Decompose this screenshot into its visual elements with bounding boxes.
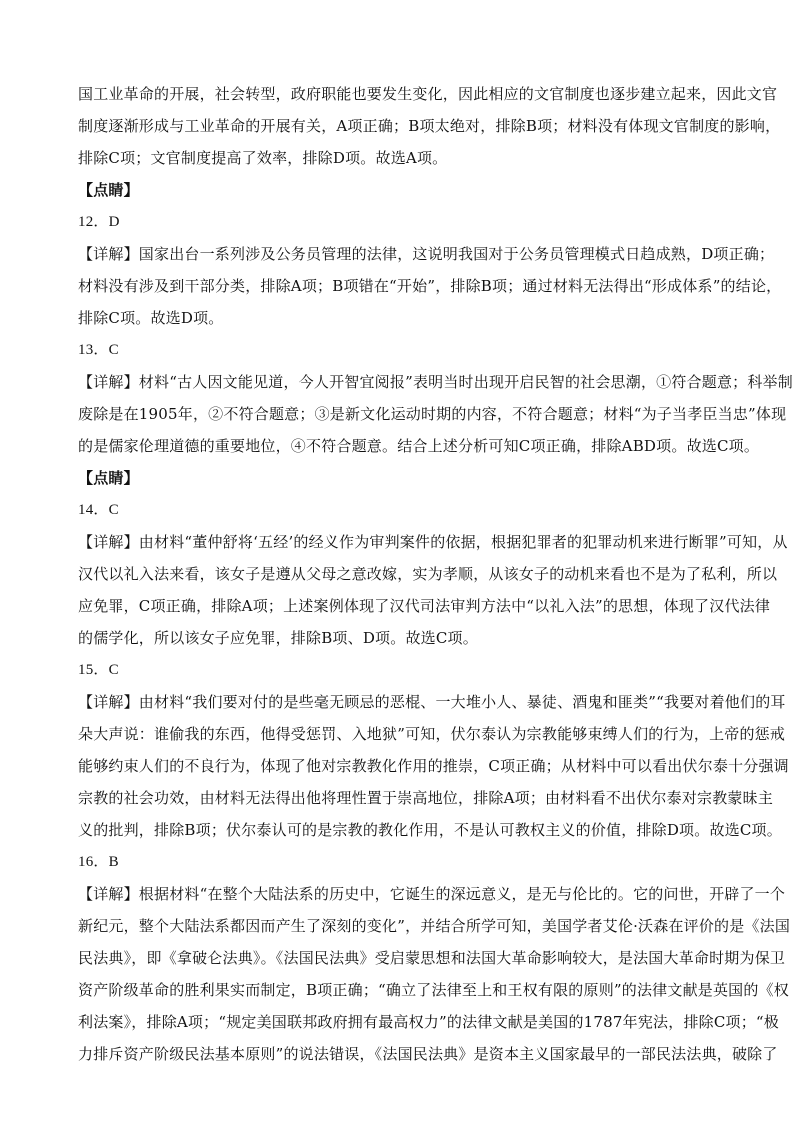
question-number-14: 14．C <box>78 502 119 518</box>
text-line-23: 宗教的社会功效，由材料无法得出他将理性置于崇高地位，排除A项；由材料看不出伏尔泰对宗教蒙昧主 <box>78 789 774 807</box>
text-line-26: 【详解】根据材料“在整个大陆法系的历史中，它诞生的深远意义，是无与伦比的。它的问世，开辟了一个 <box>78 885 786 903</box>
text-line-20: 【详解】由材料“我们要对付的是些毫无顾忌的恶棍、一大堆小人、暴徒、酒鬼和匪类”“我要对着他们的耳 <box>78 693 786 711</box>
text-line-1: 国工业革命的开展，社会转型，政府职能也要发生变化，因此相应的文官制度也逐步建立起来，因此文官 <box>78 85 778 103</box>
text-line-18: 的儒学化，所以该女子应免罪，排除B项、D项。故选C项。 <box>78 629 478 647</box>
text-line-31: 力排斥资产阶级民法基本原则”的说法错误，《法国民法典》是资本主义国家最早的一部民法法典，破除了 <box>78 1045 778 1063</box>
text-line-21: 朵大声说：谁偷我的东西，他得受惩罚、入地狱”可知，伏尔泰认为宗教能够束缚人们的行为，上帝的惩戒 <box>78 725 786 743</box>
text-line-2: 制度逐渐形成与工业革命的开展有关，A项正确；B项太绝对，排除B项；材料没有体现文官制度的影响， <box>78 117 781 135</box>
text-line-22: 能够约束人们的不良行为，体现了他对宗教教化作用的推崇，C项正确；从材料中可以看出伏尔泰十分强调 <box>78 757 789 775</box>
text-line-11: 废除是在1905年，②不符合题意；③是新文化运动时期的内容，不符合题意；材料“为子当孝臣当忠”体现 <box>78 405 787 423</box>
text-line-7: 材料没有涉及到干部分类，排除A项；B项错在“开始”，排除B项；通过材料无法得出“形成体系”的结论， <box>78 277 782 295</box>
text-line-24: 义的批判，排除B项；伏尔泰认可的是宗教的教化作用，不是认可教权主义的价值，排除D项。故选C项。 <box>78 821 782 839</box>
question-number-12: 12．D <box>78 214 120 230</box>
text-line-10: 【详解】材料“古人因文能见道，今人开智宜阅报”表明当时出现开启民智的社会思潮，①符合题意；科举制 <box>78 373 793 391</box>
text-line-29: 资产阶级革命的胜利果实而制定，B项正确；“确立了法律至上和王权有限的原则”的法律文献是英国的《权 <box>78 981 789 999</box>
question-number-16: 16．B <box>78 854 119 870</box>
text-line-30: 利法案》，排除A项；“规定美国联邦政府拥有最高权力”的法律文献是美国的1787年宪法，排除C项；“极 <box>78 1013 779 1031</box>
text-line-3: 排除C项；文官制度提高了效率，排除D项。故选A项。 <box>78 149 448 167</box>
text-line-17: 应免罪，C项正确，排除A项；上述案例体现了汉代司法审判方法中“以礼入法”的思想，体现了汉代法律 <box>78 597 771 615</box>
text-line-27: 新纪元，整个大陆法系都因而产生了深刻的变化”，并结合所学可知，美国学者艾伦·沃森在评价的是《法国 <box>78 917 791 935</box>
question-number-13: 13．C <box>78 342 119 358</box>
text-line-8: 排除C项。故选D项。 <box>78 309 224 327</box>
text-line-12: 的是儒家伦理道德的重要地位，④不符合题意。结合上述分析可知C项正确，排除ABD项。故选C项。 <box>78 437 760 455</box>
answer-explanation-text <box>78 78 793 1070</box>
question-number-15: 15．C <box>78 662 119 678</box>
section-tag-dianjing: 【点睛】 <box>78 181 139 199</box>
text-line-16: 汉代以礼入法来看，该女子是遵从父母之意改嫁，实为孝顺，从该女子的动机来看也不是为了私利，所以 <box>78 565 778 583</box>
text-line-28: 民法典》，即《拿破仑法典》。《法国民法典》受启蒙思想和法国大革命影响较大，是法国大革命时期为保卫 <box>78 949 786 967</box>
text-line-6: 【详解】国家出台一系列涉及公务员管理的法律，这说明我国对于公务员管理模式日趋成熟，D项正确； <box>78 245 775 263</box>
text-line-15: 【详解】由材料“董仲舒将‘五经’的经义作为审判案件的依据，根据犯罪者的犯罪动机来进行断罪”可知，从 <box>78 533 788 551</box>
section-tag-dianjing-2: 【点睛】 <box>78 469 139 487</box>
